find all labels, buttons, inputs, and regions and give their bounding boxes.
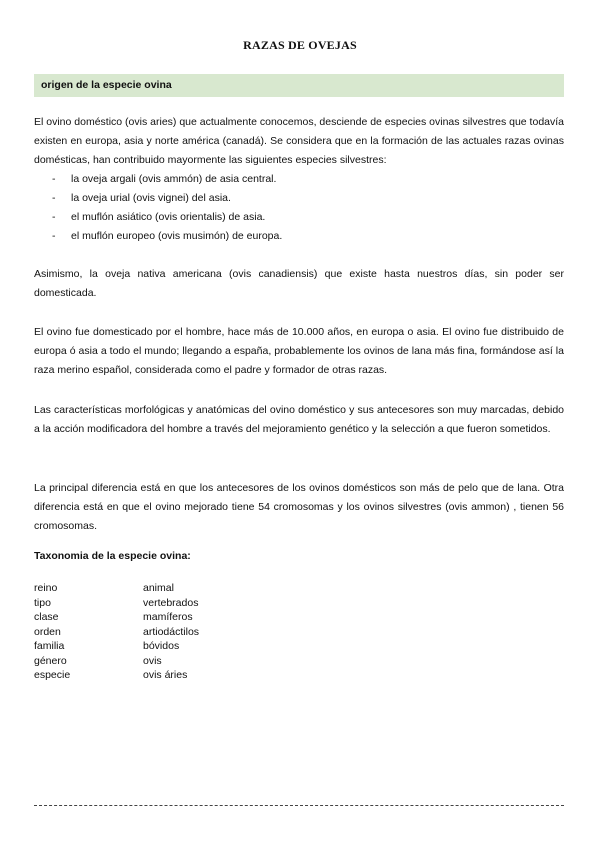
paragraph-text: El ovino fue domesticado por el hombre, hace más de 10.000 años, en europa o asia. El ovino fue distribuido de europa ó asia a todo el mundo; llegando a españa, probablemente los ovinos de lana más fina, formándose así la raza merino español, considerada como el padre y formador de otras razas. (34, 326, 564, 376)
table-row (34, 596, 199, 611)
list-item: - el muflón europeo (ovis musimón) de europa. (34, 227, 564, 246)
list-item: - el muflón asiático (ovis orientalis) de asia. (34, 208, 564, 227)
taxonomy-value: ovis (143, 654, 162, 667)
taxonomy-value: artiodáctilos (143, 625, 200, 638)
list-item: - la oveja urial (ovis vignei) del asia. (34, 189, 564, 208)
page-title: RAZAS DE OVEJAS (243, 38, 357, 52)
taxonomy-value: ovis áries (143, 669, 188, 681)
taxonomy-heading: Taxonomia de la especie ovina: (34, 550, 191, 562)
list-item: - la oveja argali (ovis ammón) de asia central. (34, 170, 564, 189)
species-list (34, 170, 564, 246)
taxonomy-table (34, 581, 199, 683)
paragraph-differences (34, 479, 564, 536)
section-heading-band (34, 74, 564, 97)
taxonomy-rank: familia (34, 640, 65, 652)
paragraph-domestication (34, 323, 564, 380)
taxonomy-rank: especie (34, 669, 71, 681)
table-row (34, 625, 199, 640)
taxonomy-rank: orden (34, 625, 61, 638)
paragraph-american-sheep (34, 265, 564, 303)
paragraph-text: Asimismo, la oveja nativa americana (ovis canadiensis) que existe hasta nuestros días, sin poder ser domesticada. (34, 268, 564, 299)
taxonomy-rank: tipo (34, 596, 51, 609)
paragraph-morphology (34, 401, 564, 439)
table-row (34, 639, 199, 654)
taxonomy-value: bóvidos (143, 640, 180, 652)
paragraph-text: La principal diferencia está en que los antecesores de los ovinos domésticos son más de pelo que de lana. Otra diferencia está en que el ovino mejorado tiene 54 cromosomas y los ovinos silvestres (ovis ammon) , tienen 56 cromosomas. (34, 482, 564, 532)
section-heading: origen de la especie ovina (41, 79, 172, 91)
taxonomy-rank: clase (34, 611, 59, 623)
taxonomy-value: mamíferos (143, 611, 193, 623)
footer-divider (34, 805, 564, 806)
taxonomy-value: vertebrados (143, 596, 199, 609)
taxonomy-value: animal (143, 582, 174, 594)
paragraph-intro: El ovino doméstico (ovis aries) que actualmente conocemos, desciende de especies ovinas silvestres que todavía existen en europa, asia y norte américa (canadá). Se considera que en la formación de las actuales razas ovinas domésticas, han contribuido mayormente las siguientes especies silvestres: (34, 116, 564, 166)
paragraph-text: Las características morfológicas y anatómicas del ovino doméstico y sus antecesores son muy marcadas, debido a la acción modificadora del hombre a través del mejoramiento genético y la selección a que fueron sometidos. (34, 404, 564, 435)
taxonomy-rank: género (34, 654, 67, 667)
table-row (34, 654, 199, 669)
table-row (34, 610, 199, 625)
table-row (34, 581, 199, 596)
table-row (34, 668, 199, 683)
intro-block (34, 113, 564, 246)
taxonomy-rank: reino (34, 582, 58, 594)
